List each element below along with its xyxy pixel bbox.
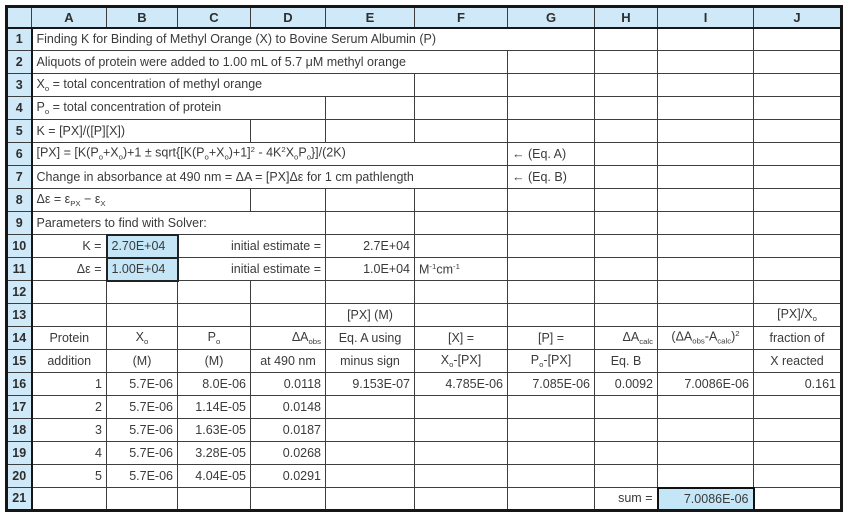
cell-G8[interactable] (508, 189, 595, 212)
cell-G2[interactable] (508, 51, 595, 74)
cell-J12[interactable] (754, 281, 842, 304)
row-header-13[interactable]: 13 (7, 304, 32, 327)
cell-I13[interactable] (658, 304, 754, 327)
cell-G7[interactable]: ← (Eq. B) (508, 166, 595, 189)
sheet-row-2 (7, 51, 842, 74)
spreadsheet-grid (5, 5, 843, 512)
cell-F13[interactable] (415, 304, 508, 327)
cell-C18[interactable]: 1.63E-05 (178, 419, 251, 442)
cell-B21[interactable] (107, 488, 178, 511)
cell-A15[interactable]: addition (32, 350, 107, 373)
cell-B10[interactable]: 2.70E+04 (107, 235, 178, 258)
cell-E5[interactable] (326, 120, 415, 143)
cell-A13[interactable] (32, 304, 107, 327)
cell-C13[interactable] (178, 304, 251, 327)
row-header-21[interactable]: 21 (7, 488, 32, 511)
sheet-row-12 (7, 281, 842, 304)
row-header-19[interactable]: 19 (7, 442, 32, 465)
cell-A2[interactable]: Aliquots of protein were added to 1.00 mL of 5.7 μM methyl orange (32, 51, 508, 74)
cell-J2[interactable] (754, 51, 842, 74)
row-header-1[interactable]: 1 (7, 28, 32, 51)
cell-A19[interactable]: 4 (32, 442, 107, 465)
cell-E20[interactable] (326, 465, 415, 488)
cell-H18[interactable] (595, 419, 658, 442)
cell-J8[interactable] (754, 189, 842, 212)
cell-A14[interactable]: Protein (32, 327, 107, 350)
sheet-row-7 (7, 166, 842, 189)
row-header-16[interactable]: 16 (7, 373, 32, 396)
cell-A18[interactable]: 3 (32, 419, 107, 442)
sheet-row-11 (7, 258, 842, 281)
cell-G16[interactable]: 7.085E-06 (508, 373, 595, 396)
cell-H15[interactable]: Eq. B (595, 350, 658, 373)
cell-G3[interactable] (508, 74, 595, 97)
cell-I20[interactable] (658, 465, 754, 488)
cell-J15[interactable]: X reacted (754, 350, 842, 373)
sheet-row-9 (7, 212, 842, 235)
cell-B13[interactable] (107, 304, 178, 327)
cell-A8[interactable]: $\Delta\varepsilon = \varepsilon_{PX} - \varepsilon_X$ (32, 189, 251, 212)
cell-I2[interactable] (658, 51, 754, 74)
cell-J3[interactable] (754, 74, 842, 97)
cell-C17[interactable]: 1.14E-05 (178, 396, 251, 419)
cell-C14[interactable]: $P_o$ (178, 327, 251, 350)
cell-A16[interactable]: 1 (32, 373, 107, 396)
cell-H3[interactable] (595, 74, 658, 97)
cell-H2[interactable] (595, 51, 658, 74)
cell-E8[interactable] (326, 189, 415, 212)
spreadsheet-window (5, 5, 843, 512)
cell-E15[interactable]: minus sign (326, 350, 415, 373)
cell-F16[interactable]: 4.785E-06 (415, 373, 508, 396)
cell-G14[interactable]: [P] = (508, 327, 595, 350)
column-header-D[interactable]: D (251, 7, 326, 28)
cell-B18[interactable]: 5.7E-06 (107, 419, 178, 442)
column-header-H[interactable]: H (595, 7, 658, 28)
cell-I21[interactable]: 7.0086E-06 (658, 488, 754, 511)
cell-I9[interactable] (658, 212, 754, 235)
cell-A3[interactable]: $X_o$ = total concentration of methyl orange (32, 74, 415, 97)
select-all-corner[interactable] (7, 7, 32, 28)
cell-G13[interactable] (508, 304, 595, 327)
cell-H21[interactable]: sum = (595, 488, 658, 511)
cell-H20[interactable] (595, 465, 658, 488)
cell-H6[interactable] (595, 143, 658, 166)
cell-H11[interactable] (595, 258, 658, 281)
cell-J17[interactable] (754, 396, 842, 419)
column-header-E[interactable]: E (326, 7, 415, 28)
sheet-row-17 (7, 396, 842, 419)
cell-F3[interactable] (415, 74, 508, 97)
cell-G11[interactable] (508, 258, 595, 281)
sheet-row-10 (7, 235, 842, 258)
row-header-14[interactable]: 14 (7, 327, 32, 350)
cell-F10[interactable] (415, 235, 508, 258)
cell-G19[interactable] (508, 442, 595, 465)
row-header-20[interactable]: 20 (7, 465, 32, 488)
sheet-row-13 (7, 304, 842, 327)
cell-D13[interactable] (251, 304, 326, 327)
cell-D5[interactable] (251, 120, 326, 143)
cell-G4[interactable] (508, 97, 595, 120)
cell-D19[interactable]: 0.0268 (251, 442, 326, 465)
cell-A20[interactable]: 5 (32, 465, 107, 488)
row-header-15[interactable]: 15 (7, 350, 32, 373)
row-header-5[interactable]: 5 (7, 120, 32, 143)
cell-G10[interactable] (508, 235, 595, 258)
cell-J18[interactable] (754, 419, 842, 442)
cell-C11[interactable]: initial estimate = (178, 258, 326, 281)
sheet-row-21 (7, 488, 842, 511)
cell-E12[interactable] (326, 281, 415, 304)
cell-J7[interactable] (754, 166, 842, 189)
cell-B20[interactable]: 5.7E-06 (107, 465, 178, 488)
cell-D21[interactable] (251, 488, 326, 511)
cell-H1[interactable] (595, 28, 658, 51)
cell-A12[interactable] (32, 281, 107, 304)
cell-A4[interactable]: $P_o$ = total concentration of protein (32, 97, 326, 120)
cell-I5[interactable] (658, 120, 754, 143)
cell-C10[interactable]: initial estimate = (178, 235, 326, 258)
cell-C15[interactable]: (M) (178, 350, 251, 373)
cell-E11[interactable]: 1.0E+04 (326, 258, 415, 281)
cell-I17[interactable] (658, 396, 754, 419)
cell-E4[interactable] (326, 97, 415, 120)
cell-G9[interactable] (508, 212, 595, 235)
cell-G6[interactable]: ← (Eq. A) (508, 143, 595, 166)
cell-I10[interactable] (658, 235, 754, 258)
cell-E14[interactable]: Eq. A using (326, 327, 415, 350)
cell-F15[interactable]: $X_o-[PX]$ (415, 350, 508, 373)
cell-J13[interactable]: $[PX]/X_o$ (754, 304, 842, 327)
cell-C21[interactable] (178, 488, 251, 511)
cell-A9[interactable]: Parameters to find with Solver: (32, 212, 326, 235)
cell-D14[interactable]: $\Delta A_{obs}$ (251, 327, 326, 350)
cell-J10[interactable] (754, 235, 842, 258)
row-header-3[interactable]: 3 (7, 74, 32, 97)
cell-J5[interactable] (754, 120, 842, 143)
row-header-10[interactable]: 10 (7, 235, 32, 258)
sheet-row-15 (7, 350, 842, 373)
row-header-4[interactable]: 4 (7, 97, 32, 120)
row-header-8[interactable]: 8 (7, 189, 32, 212)
sheet-row-20 (7, 465, 842, 488)
cell-E21[interactable] (326, 488, 415, 511)
cell-J20[interactable] (754, 465, 842, 488)
row-header-18[interactable]: 18 (7, 419, 32, 442)
cell-F12[interactable] (415, 281, 508, 304)
cell-F17[interactable] (415, 396, 508, 419)
cell-F18[interactable] (415, 419, 508, 442)
cell-B17[interactable]: 5.7E-06 (107, 396, 178, 419)
cell-H13[interactable] (595, 304, 658, 327)
sheet-row-4 (7, 97, 842, 120)
row-header-6[interactable]: 6 (7, 143, 32, 166)
cell-E9[interactable] (326, 212, 415, 235)
cell-I15[interactable] (658, 350, 754, 373)
cell-H12[interactable] (595, 281, 658, 304)
column-header-F[interactable]: F (415, 7, 508, 28)
sheet-row-3 (7, 74, 842, 97)
cell-I16[interactable]: 7.0086E-06 (658, 373, 754, 396)
cell-A1[interactable]: Finding K for Binding of Methyl Orange (X) to Bovine Serum Albumin (P) (32, 28, 595, 51)
cell-A21[interactable] (32, 488, 107, 511)
cell-I12[interactable] (658, 281, 754, 304)
cell-B19[interactable]: 5.7E-06 (107, 442, 178, 465)
cell-C20[interactable]: 4.04E-05 (178, 465, 251, 488)
cell-C16[interactable]: 8.0E-06 (178, 373, 251, 396)
sheet-row-14 (7, 327, 842, 350)
cell-J21[interactable] (754, 488, 842, 511)
cell-D15[interactable]: at 490 nm (251, 350, 326, 373)
cell-F19[interactable] (415, 442, 508, 465)
cell-J1[interactable] (754, 28, 842, 51)
cell-G18[interactable] (508, 419, 595, 442)
cell-E17[interactable] (326, 396, 415, 419)
cell-J9[interactable] (754, 212, 842, 235)
sheet-row-5 (7, 120, 842, 143)
cell-F5[interactable] (415, 120, 508, 143)
column-header-I[interactable]: I (658, 7, 754, 28)
sheet-row-6 (7, 143, 842, 166)
column-header-C[interactable]: C (178, 7, 251, 28)
cell-I4[interactable] (658, 97, 754, 120)
column-header-G[interactable]: G (508, 7, 595, 28)
cell-A10[interactable]: K = (32, 235, 107, 258)
cell-B16[interactable]: 5.7E-06 (107, 373, 178, 396)
cell-C12[interactable] (178, 281, 251, 304)
row-header-9[interactable]: 9 (7, 212, 32, 235)
cell-C19[interactable]: 3.28E-05 (178, 442, 251, 465)
cell-E18[interactable] (326, 419, 415, 442)
cell-B14[interactable]: $X_o$ (107, 327, 178, 350)
sheet-row-18 (7, 419, 842, 442)
cell-E10[interactable]: 2.7E+04 (326, 235, 415, 258)
cell-H8[interactable] (595, 189, 658, 212)
cell-J14[interactable]: fraction of (754, 327, 842, 350)
cell-I19[interactable] (658, 442, 754, 465)
cell-A6[interactable]: $[PX] = [K(P_o+X_o)+1$ ± $sqrt\{[K(P_o+X_o)+1]^2 - 4K^2X_oP_o\}]/(2K)$ (32, 143, 508, 166)
cell-J16[interactable]: 0.161 (754, 373, 842, 396)
cell-B12[interactable] (107, 281, 178, 304)
sheet-row-8 (7, 189, 842, 212)
cell-E16[interactable]: 9.153E-07 (326, 373, 415, 396)
cell-F11[interactable]: $M^{-1}cm^{-1}$ (415, 258, 508, 281)
row-header-2[interactable]: 2 (7, 51, 32, 74)
cell-J19[interactable] (754, 442, 842, 465)
cell-F8[interactable] (415, 189, 508, 212)
cell-H7[interactable] (595, 166, 658, 189)
cell-H10[interactable] (595, 235, 658, 258)
cell-H17[interactable] (595, 396, 658, 419)
cell-G20[interactable] (508, 465, 595, 488)
cell-H9[interactable] (595, 212, 658, 235)
cell-J11[interactable] (754, 258, 842, 281)
row-header-7[interactable]: 7 (7, 166, 32, 189)
cell-H4[interactable] (595, 97, 658, 120)
cell-A7[interactable]: Change in absorbance at 490 nm = ΔA = [PX]Δε for 1 cm pathlength (32, 166, 508, 189)
cell-H5[interactable] (595, 120, 658, 143)
cell-B11[interactable]: 1.00E+04 (107, 258, 178, 281)
cell-B15[interactable]: (M) (107, 350, 178, 373)
cell-A5[interactable]: K = [PX]/([P][X]) (32, 120, 251, 143)
cell-F9[interactable] (415, 212, 508, 235)
column-header-B[interactable]: B (107, 7, 178, 28)
sheet-row-16 (7, 373, 842, 396)
cell-F21[interactable] (415, 488, 508, 511)
cell-H16[interactable]: 0.0092 (595, 373, 658, 396)
sheet-row-19 (7, 442, 842, 465)
cell-G21[interactable] (508, 488, 595, 511)
cell-F14[interactable]: [X] = (415, 327, 508, 350)
cell-G12[interactable] (508, 281, 595, 304)
cell-I3[interactable] (658, 74, 754, 97)
cell-F20[interactable] (415, 465, 508, 488)
row-header-17[interactable]: 17 (7, 396, 32, 419)
cell-I6[interactable] (658, 143, 754, 166)
cell-J6[interactable] (754, 143, 842, 166)
cell-I7[interactable] (658, 166, 754, 189)
cell-H14[interactable]: $\Delta A_{calc}$ (595, 327, 658, 350)
cell-D18[interactable]: 0.0187 (251, 419, 326, 442)
column-header-J[interactable]: J (754, 7, 842, 28)
cell-H19[interactable] (595, 442, 658, 465)
cell-I8[interactable] (658, 189, 754, 212)
cell-F4[interactable] (415, 97, 508, 120)
cell-I18[interactable] (658, 419, 754, 442)
row-header-11[interactable]: 11 (7, 258, 32, 281)
cell-E19[interactable] (326, 442, 415, 465)
cell-A11[interactable]: Δε = (32, 258, 107, 281)
cell-D8[interactable] (251, 189, 326, 212)
cell-G17[interactable] (508, 396, 595, 419)
cell-I1[interactable] (658, 28, 754, 51)
cell-G5[interactable] (508, 120, 595, 143)
cell-A17[interactable]: 2 (32, 396, 107, 419)
column-header-A[interactable]: A (32, 7, 107, 28)
row-header-12[interactable]: 12 (7, 281, 32, 304)
sheet-row-1 (7, 28, 842, 51)
cell-D12[interactable] (251, 281, 326, 304)
cell-G15[interactable]: $P_o-[PX]$ (508, 350, 595, 373)
cell-I11[interactable] (658, 258, 754, 281)
cell-I14[interactable]: $(\Delta A_{obs}-A_{calc})^2$ (658, 327, 754, 350)
cell-D17[interactable]: 0.0148 (251, 396, 326, 419)
cell-D16[interactable]: 0.0118 (251, 373, 326, 396)
cell-J4[interactable] (754, 97, 842, 120)
cell-D20[interactable]: 0.0291 (251, 465, 326, 488)
cell-E13[interactable]: [PX] (M) (326, 304, 415, 327)
